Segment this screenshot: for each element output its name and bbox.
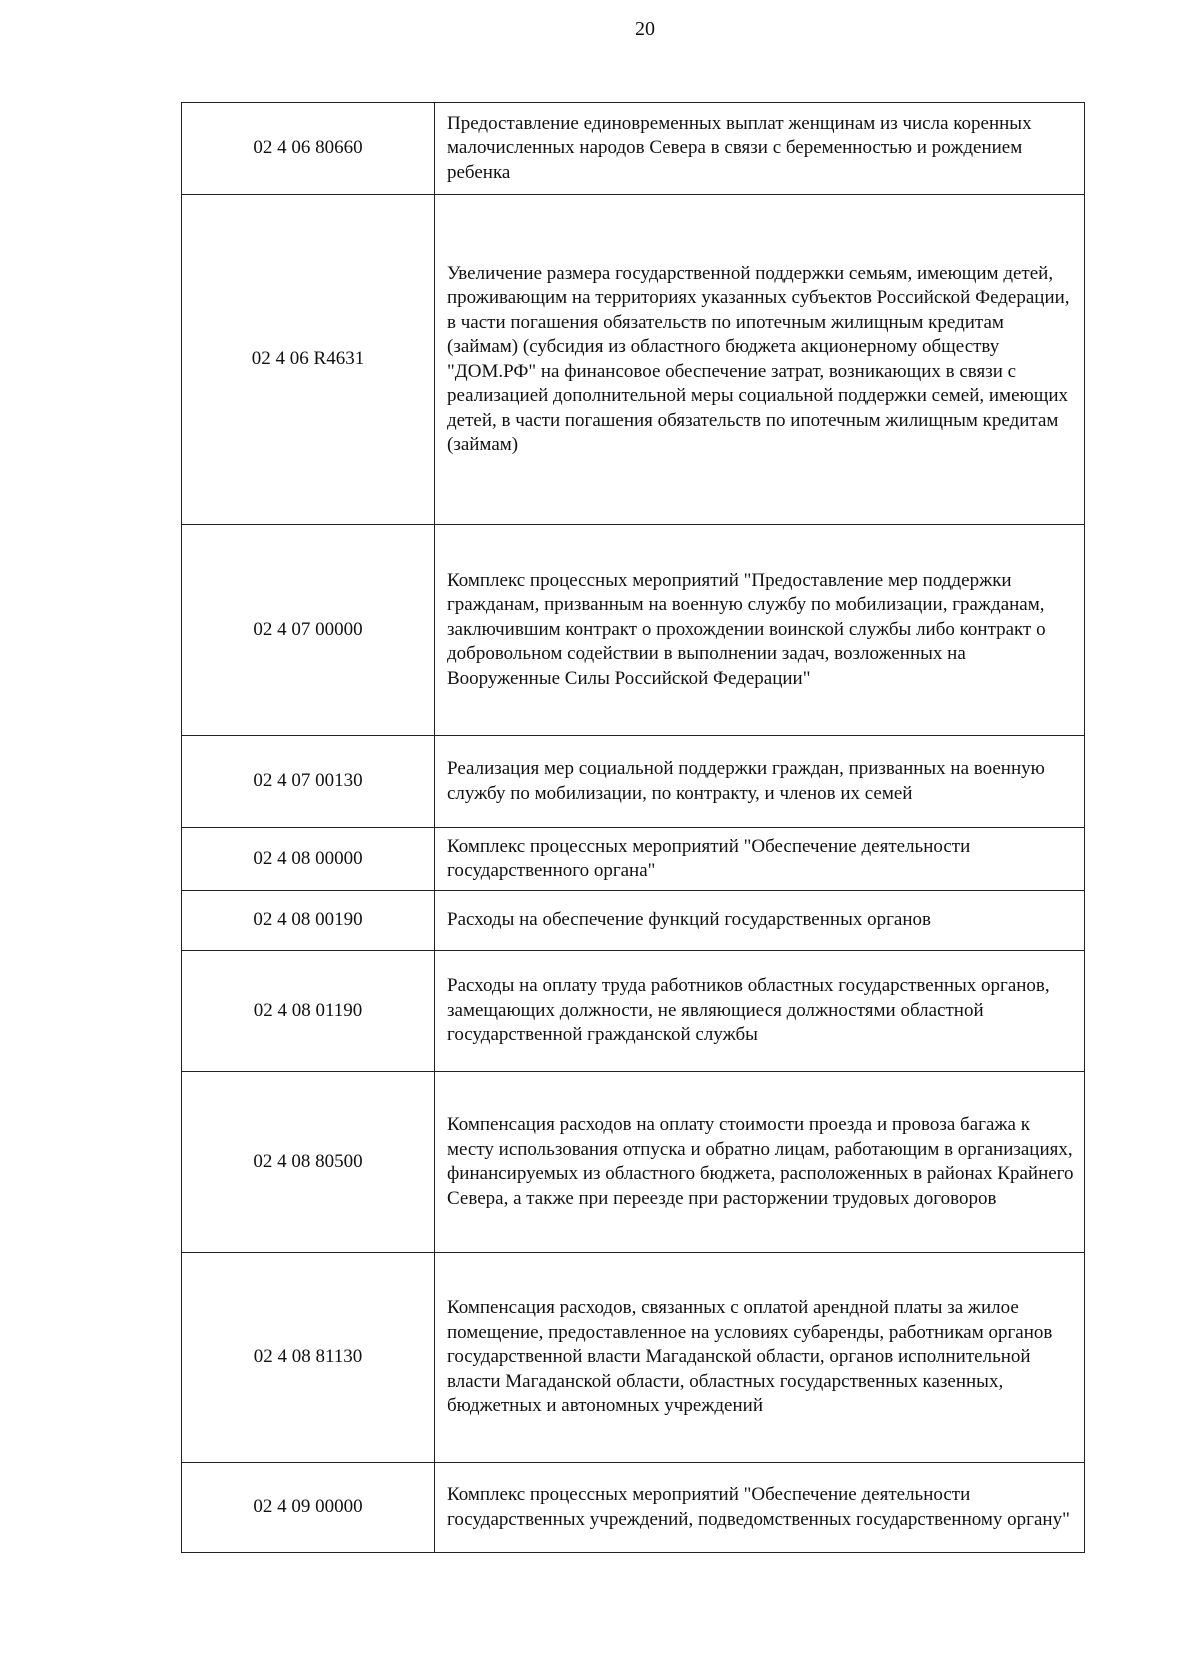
- row-description: Комплекс процессных мероприятий "Предоставление мер поддержки гражданам, призванным на военную службу по мобилизации, гражданам, заключившим контракт о прохождении воинской службы либо контракт о добровольном содействии в выполнении задач, возложенных на Вооруженные Силы Российской Федерации": [435, 525, 1085, 736]
- row-code: 02 4 08 80500: [182, 1072, 435, 1253]
- row-code: 02 4 06 R4631: [182, 195, 435, 525]
- table-row: [182, 891, 1085, 951]
- budget-codes-table: [181, 102, 1085, 1553]
- row-code: 02 4 08 81130: [182, 1253, 435, 1463]
- table-row: [182, 1463, 1085, 1553]
- row-description: Расходы на оплату труда работников областных государственных органов, замещающих должности, не являющиеся должностями областной государственной гражданской службы: [435, 951, 1085, 1072]
- row-code: 02 4 08 01190: [182, 951, 435, 1072]
- row-description: Расходы на обеспечение функций государственных органов: [435, 891, 1085, 951]
- row-code: 02 4 08 00190: [182, 891, 435, 951]
- row-code: 02 4 09 00000: [182, 1463, 435, 1553]
- table-row: [182, 195, 1085, 525]
- table-row: [182, 525, 1085, 736]
- table-row: [182, 103, 1085, 195]
- row-description: Компенсация расходов, связанных с оплатой арендной платы за жилое помещение, предоставленное на условиях субаренды, работникам органов государственной власти Магаданской области, органов исполнительной власти Магаданской области, областных государственных казенных, бюджетных и автономных учреждений: [435, 1253, 1085, 1463]
- table-row: [182, 828, 1085, 891]
- row-description: Увеличение размера государственной поддержки семьям, имеющим детей, проживающим на территориях указанных субъектов Российской Федерации, в части погашения обязательств по ипотечным жилищным кредитам (займам) (субсидия из областного бюджета акционерному обществу "ДОМ.РФ" на финансовое обеспечение затрат, возникающих в связи с реализацией дополнительной меры социальной поддержки семей, имеющих детей, в части погашения обязательств по ипотечным жилищным кредитам (займам): [435, 195, 1085, 525]
- row-description: Предоставление единовременных выплат женщинам из числа коренных малочисленных народов Севера в связи с беременностью и рождением ребенка: [435, 103, 1085, 195]
- row-description: Реализация мер социальной поддержки граждан, призванных на военную службу по мобилизации, по контракту, и членов их семей: [435, 736, 1085, 828]
- row-description: Компенсация расходов на оплату стоимости проезда и провоза багажа к месту использования отпуска и обратно лицам, работающим в организациях, финансируемых из областного бюджета, расположенных в районах Крайнего Севера, а также при переезде при расторжении трудовых договоров: [435, 1072, 1085, 1253]
- row-code: 02 4 06 80660: [182, 103, 435, 195]
- table-row: [182, 951, 1085, 1072]
- page-number: 20: [635, 18, 655, 40]
- table-row: [182, 736, 1085, 828]
- row-description: Комплекс процессных мероприятий "Обеспечение деятельности государственного органа": [435, 828, 1085, 891]
- row-code: 02 4 07 00000: [182, 525, 435, 736]
- row-description: Комплекс процессных мероприятий "Обеспечение деятельности государственных учреждений, подведомственных государственному органу": [435, 1463, 1085, 1553]
- row-code: 02 4 08 00000: [182, 828, 435, 891]
- table-row: [182, 1253, 1085, 1463]
- table-row: [182, 1072, 1085, 1253]
- row-code: 02 4 07 00130: [182, 736, 435, 828]
